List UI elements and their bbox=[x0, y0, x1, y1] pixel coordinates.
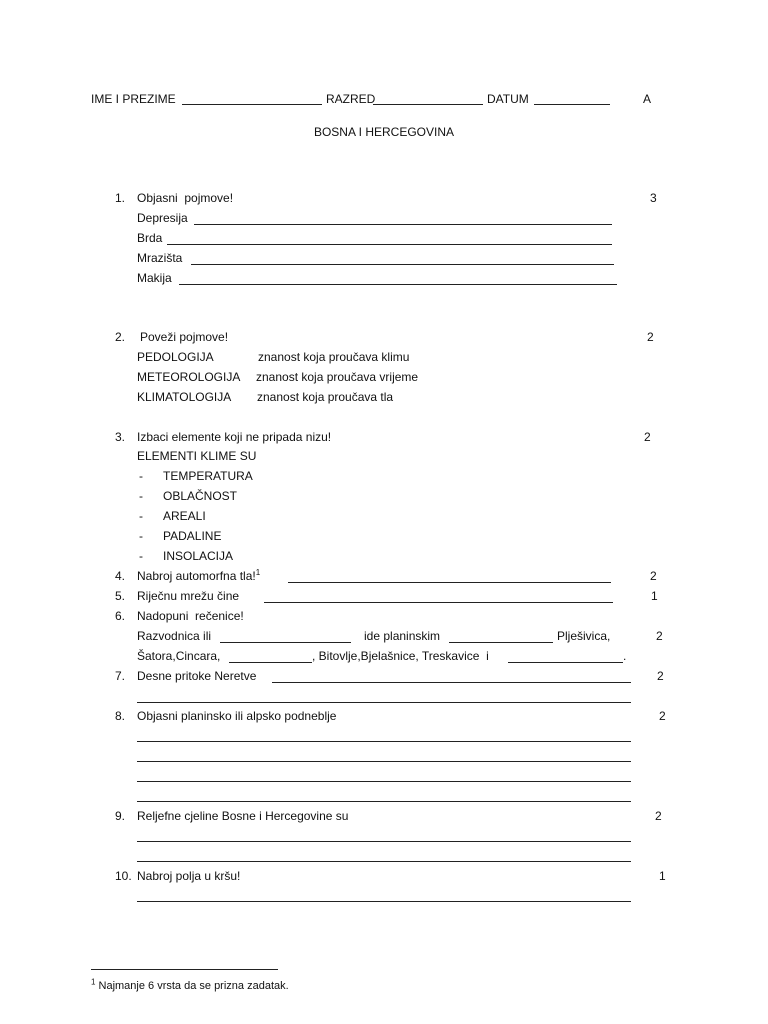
q5-number: 5. bbox=[115, 589, 126, 603]
q8-points: 2 bbox=[659, 709, 666, 723]
q1-points: 3 bbox=[650, 191, 657, 205]
footnote-reference: 1 bbox=[255, 568, 261, 577]
page-title: BOSNA I HERCEGOVINA bbox=[313, 125, 455, 139]
q1-term-depresija: Depresija bbox=[137, 211, 188, 225]
variant-label: A bbox=[643, 92, 652, 106]
name-blank[interactable] bbox=[182, 104, 322, 105]
q6-sentence-part: , Bitovlje,Bjelašnice, Treskavice i bbox=[312, 649, 489, 663]
q6-blank[interactable] bbox=[229, 662, 312, 663]
q4-answer-line[interactable] bbox=[288, 582, 611, 583]
footnote-divider bbox=[91, 969, 278, 970]
q3-item[interactable]: OBLAČNOST bbox=[163, 489, 238, 503]
q1-answer-line[interactable] bbox=[179, 284, 617, 285]
q1-text: Objasni pojmove! bbox=[137, 191, 234, 205]
q2-left-term: PEDOLOGIJA bbox=[137, 350, 214, 364]
q4-text-label: Nabroj automorfna tla! bbox=[137, 569, 256, 583]
q3-text: Izbaci elemente koji ne pripada nizu! bbox=[137, 430, 332, 444]
q4-text bbox=[137, 569, 260, 583]
q1-number: 1. bbox=[115, 191, 126, 205]
q10-number: 10. bbox=[115, 869, 132, 883]
q3-item[interactable]: INSOLACIJA bbox=[163, 549, 234, 563]
q3-number: 3. bbox=[115, 430, 126, 444]
q7-points: 2 bbox=[657, 669, 664, 683]
q5-answer-line[interactable] bbox=[264, 602, 613, 603]
q2-right-term: znanost koja proučava tla bbox=[257, 390, 394, 404]
q9-number: 9. bbox=[115, 809, 126, 823]
q8-answer-line[interactable] bbox=[137, 761, 631, 762]
q6-blank[interactable] bbox=[220, 642, 351, 643]
q3-item[interactable]: TEMPERATURA bbox=[163, 469, 253, 483]
q10-answer-line[interactable] bbox=[137, 901, 631, 902]
q1-term-makija: Makija bbox=[137, 271, 172, 285]
list-dash: - bbox=[139, 489, 143, 503]
q7-answer-line[interactable] bbox=[272, 682, 631, 683]
class-label: RAZRED bbox=[326, 92, 376, 106]
q9-answer-line[interactable] bbox=[137, 841, 631, 842]
date-label: DATUM bbox=[487, 92, 529, 106]
q9-answer-line[interactable] bbox=[137, 861, 631, 862]
q6-sentence-part: Šatora,Cincara, bbox=[137, 649, 221, 663]
q6-sentence-part: Razvodnica ili bbox=[137, 629, 212, 643]
q3-item[interactable]: AREALI bbox=[163, 509, 206, 523]
q3-item[interactable]: PADALINE bbox=[163, 529, 222, 543]
q5-text: Riječnu mrežu čine bbox=[137, 589, 240, 603]
q9-points: 2 bbox=[655, 809, 662, 823]
q1-answer-line[interactable] bbox=[194, 224, 612, 225]
q8-number: 8. bbox=[115, 709, 126, 723]
q8-answer-line[interactable] bbox=[137, 801, 631, 802]
q6-text: Nadopuni rečenice! bbox=[137, 609, 244, 623]
q10-text: Nabroj polja u kršu! bbox=[137, 869, 241, 883]
q7-answer-line[interactable] bbox=[137, 702, 631, 703]
q6-sentence-part: Plješivica, bbox=[557, 629, 611, 643]
q6-sentence-part: ide planinskim bbox=[364, 629, 441, 643]
class-blank[interactable] bbox=[373, 104, 483, 105]
name-label: IME I PREZIME bbox=[91, 92, 176, 106]
q7-number: 7. bbox=[115, 669, 126, 683]
q6-blank[interactable] bbox=[449, 642, 553, 643]
footnote-mark: 1 bbox=[91, 977, 96, 987]
q6-blank[interactable] bbox=[508, 662, 623, 663]
q3-points: 2 bbox=[644, 430, 651, 444]
date-blank[interactable] bbox=[534, 104, 610, 105]
footnote bbox=[91, 979, 289, 993]
q2-right-term: znanost koja proučava vrijeme bbox=[256, 370, 419, 384]
q8-text: Objasni planinsko ili alpsko podneblje bbox=[137, 709, 337, 723]
q2-text: Poveži pojmove! bbox=[140, 330, 229, 344]
list-dash: - bbox=[139, 529, 143, 543]
list-dash: - bbox=[139, 549, 143, 563]
q1-answer-line[interactable] bbox=[167, 244, 612, 245]
q8-answer-line[interactable] bbox=[137, 741, 631, 742]
q4-number: 4. bbox=[115, 569, 126, 583]
list-dash: - bbox=[139, 469, 143, 483]
q5-points: 1 bbox=[651, 589, 658, 603]
q2-points: 2 bbox=[647, 330, 654, 344]
q2-left-term: KLIMATOLOGIJA bbox=[137, 390, 232, 404]
q8-answer-line[interactable] bbox=[137, 781, 631, 782]
q7-text: Desne pritoke Neretve bbox=[137, 669, 257, 683]
q6-number: 6. bbox=[115, 609, 126, 623]
q9-text: Reljefne cjeline Bosne i Hercegovine su bbox=[137, 809, 349, 823]
q6-sentence-end: . bbox=[623, 649, 627, 663]
q1-term-brda: Brda bbox=[137, 231, 163, 245]
list-dash: - bbox=[139, 509, 143, 523]
footnote-text: Najmanje 6 vrsta da se prizna zadatak. bbox=[98, 980, 289, 992]
q1-answer-line[interactable] bbox=[191, 264, 614, 265]
q2-right-term: znanost koja proučava klimu bbox=[258, 350, 410, 364]
q6-points: 2 bbox=[656, 629, 663, 643]
q2-left-term: METEOROLOGIJA bbox=[137, 370, 241, 384]
q3-subtitle: ELEMENTI KLIME SU bbox=[137, 449, 257, 463]
q10-points: 1 bbox=[659, 869, 666, 883]
q4-points: 2 bbox=[650, 569, 657, 583]
q2-number: 2. bbox=[115, 330, 126, 344]
q1-term-mrazista: Mrazišta bbox=[137, 251, 183, 265]
